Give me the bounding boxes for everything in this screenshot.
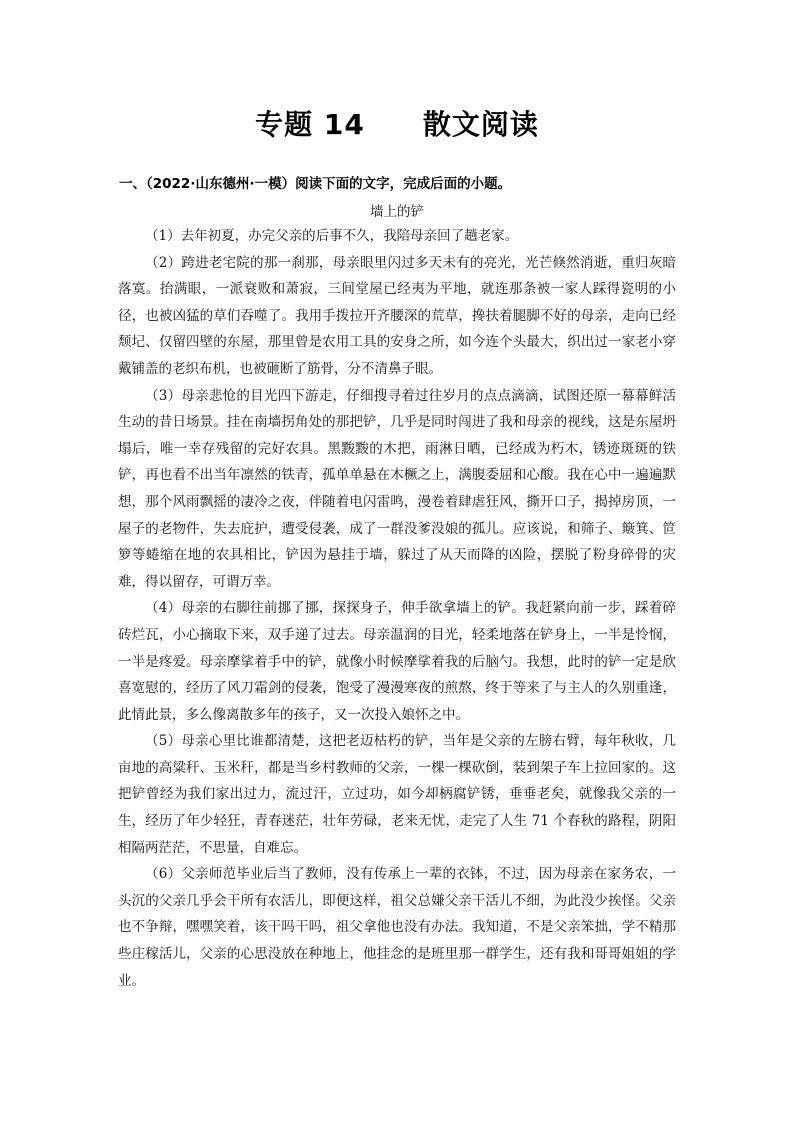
paragraph-5: （5）母亲心里比谁都清楚，这把老迈枯朽的铲，当年是父亲的左膀右臂，每年秋收，几亩地的高粱秆、玉米秆，都是当乡村教师的父亲，一棵一棵砍倒，装到架子车上拉回家的。这把铲曾经为我们家出过力，流过汗，立过功，如今却柄腐铲锈，垂垂老矣，就像我父亲的一生，经历了年少轻狂，青春迷茫，壮年劳碌，老来无忧，走完了人生 71 个春秋的路程，阴阳相隔两茫茫，不思量，自难忘。 <box>118 733 676 856</box>
article-title: 墙上的铲 <box>370 204 424 220</box>
paragraph-2: （2）跨进老宅院的那一刹那，母亲眼里闪过多天未有的亮光，光芒倏然消逝，重归灰暗落寞。抬满眼，一派衰败和萧寂，三间堂屋已经夷为平地，就连那条被一家人踩得瓷明的小径，也被凶猛的草们吞噬了。我用手拨拉开齐腰深的荒草，搀扶着腿脚不好的母亲，走向已经颓圮、仅留四壁的东屋，那里曾是农用工具的安身之所，如今连个头最大，织出过一家老小穿戴铺盖的老织布机，也被砸断了筋骨，分不清鼻子眼。 <box>118 254 676 377</box>
page-title: 专题 14 散文阅读 <box>255 108 539 141</box>
article-body <box>118 223 676 994</box>
paragraph-4: （4）母亲的右脚往前挪了挪，探探身子，伸手欲拿墙上的铲。我赶紧向前一步，踩着碎砖烂瓦，小心摘取下来，双手递了过去。母亲温润的目光，轻柔地落在铲身上，一半是怜悯，一半是疼爱。母亲摩挲着手中的铲，就像小时候摩挲着我的后脑勺。我想，此时的铲一定是欣喜宽慰的，经历了风刀霜剑的侵袭，饱受了漫漫寒夜的煎熬，终于等来了与主人的久别重逢，此情此景，多么像离散多年的孩子，又一次投入娘怀之中。 <box>118 600 676 723</box>
paragraph-3: （3）母亲悲怆的目光四下游走，仔细搜寻着过往岁月的点点滴滴，试图还原一幕幕鲜活生动的昔日场景。挂在南墙拐角处的那把铲，几乎是同时闯进了我和母亲的视线，这是东屋坍塌后，唯一幸存残留的完好农具。黑黢黢的木把，雨淋日晒，已经成为朽木，锈迹斑斑的铁铲，再也看不出当年凛然的铁青，孤单单悬在木橛之上，满腹委屈和心酸。我在心中一遍遍默想，那个风雨飘摇的凄冷之夜，伴随着电闪雷鸣，漫卷着肆虐狂风，撕开口子，揭掉房顶，一屋子的老物件，失去庇护，遭受侵袭，成了一群没爹没娘的孤儿。应该说，和筛子、簸箕、笸箩等蜷缩在地的农具相比，铲因为悬挂于墙，躲过了从天而降的凶险，摆脱了粉身碎骨的灾难，得以留存，可谓万幸。 <box>118 387 676 590</box>
question-heading: 一、（2022·山东德州·一模）阅读下面的文字，完成后面的小题。 <box>119 176 512 192</box>
paragraph-1: （1）去年初夏，办完父亲的后事不久，我陪母亲回了趟老家。 <box>145 228 519 244</box>
paragraph-6: （6）父亲师范毕业后当了教师，没有传承上一辈的衣钵，不过，因为母亲在家务农，一头沉的父亲几乎会干所有农活儿，即便这样，祖父总嫌父亲干活儿不细，为此没少挨怪。父亲也不争辩，嘿嘿笑着，该干吗干吗，祖父拿他也没有办法。我知道，不是父亲笨拙，学不精那些庄稼活儿，父亲的心思没放在种地上，他挂念的是班里那一群学生，还有我和哥哥姐姐的学业。 <box>118 866 676 989</box>
